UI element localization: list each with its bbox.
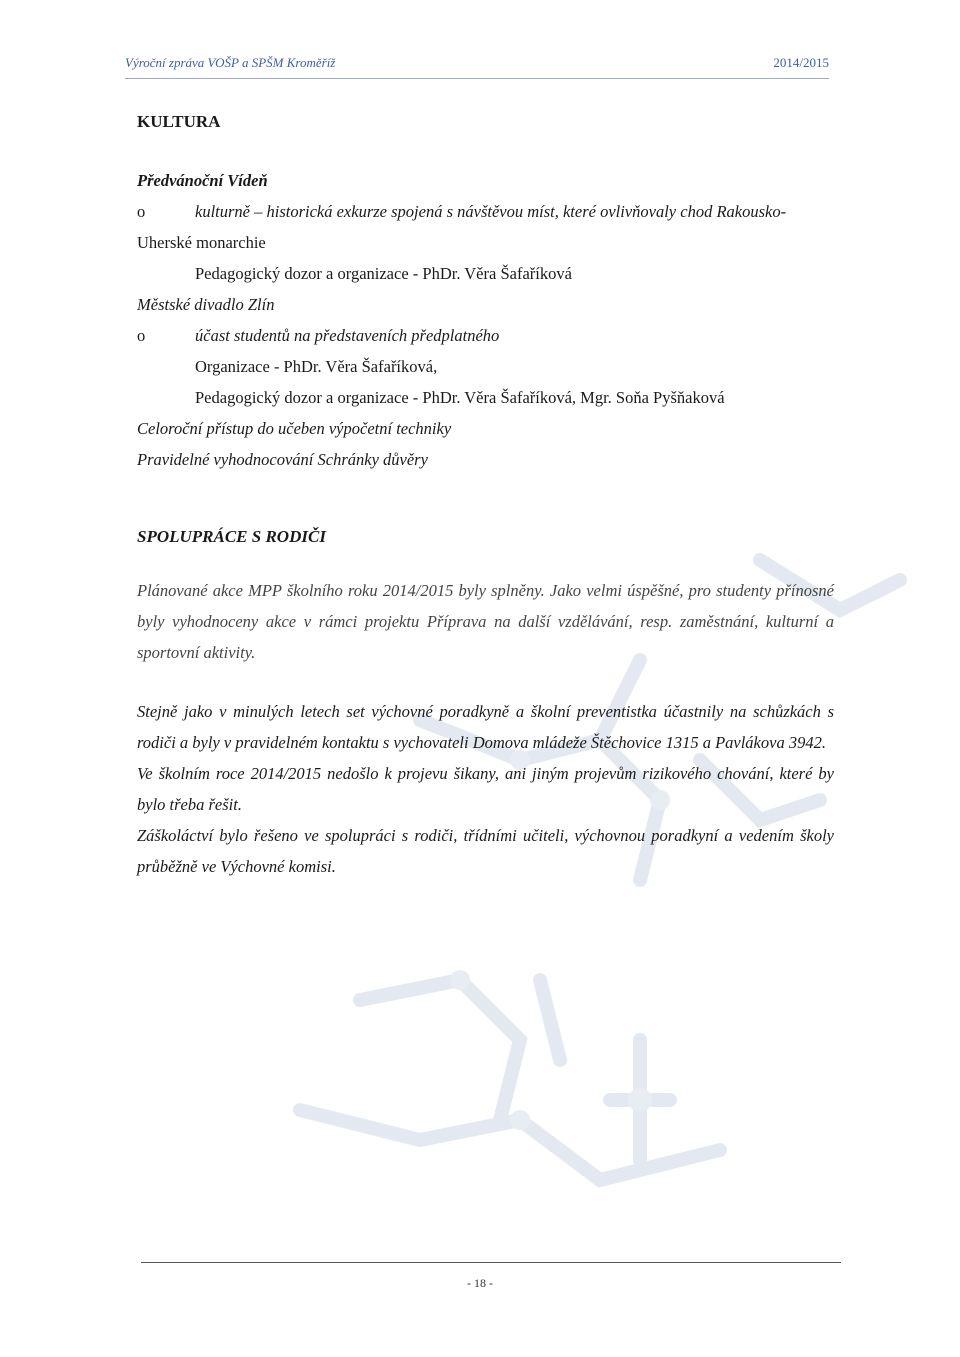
event-title-theatre: Městské divadlo Zlín [137, 295, 275, 314]
bullet-marker: o [137, 202, 146, 221]
header-title: Výroční zpráva VOŠP a SPŠM Kroměříž [125, 55, 336, 70]
paragraph-meetings: Stejně jako v minulých letech set výchovné poradkyně a školní preventistka účastnily na schůzkách s rodiči a byly v pravidelném kontaktu s vychovateli Domova mládeže Štěchovice 1315 a Pavlákova 3942. [137, 702, 834, 752]
supervision-line: Pedagogický dozor a organizace - PhDr. Věra Šafaříková, Mgr. Soňa Pyšňaková [195, 388, 725, 407]
header-year: 2014/2015 [773, 55, 829, 70]
bullet-text: účast studentů na představeních předplatného [195, 326, 500, 345]
footer-rule [141, 1262, 841, 1263]
bullet-continuation: Uherské monarchie [137, 233, 266, 252]
paragraph-bullying: Ve školním roce 2014/2015 nedošlo k projevu šikany, ani jiným projevům rizikového chování, které by bylo třeba řešit. [137, 764, 834, 814]
section-heading-parents: SPOLUPRÁCE S RODIČI [137, 527, 326, 546]
paragraph-truancy: Záškoláctví bylo řešeno ve spolupráci s rodiči, třídními učiteli, výchovnou poradkyní a vedením školy průběžně ve Výchovné komisi. [137, 826, 834, 876]
main-content [137, 112, 837, 882]
organization-line: Organizace - PhDr. Věra Šafaříková, [195, 357, 438, 376]
event-title-vienna: Předvánoční Vídeň [137, 171, 268, 190]
page-number: - 18 - [467, 1276, 493, 1290]
supervision-line: Pedagogický dozor a organizace - PhDr. Věra Šafaříková [195, 264, 572, 283]
bullet-item [137, 320, 837, 351]
bullet-item [137, 196, 837, 227]
running-header [125, 55, 829, 79]
bullet-text: kulturně – historická exkurze spojená s návštěvou míst, které ovlivňovaly chod Rakousko- [195, 202, 787, 221]
paragraph-plans: Plánované akce MPP školního roku 2014/2015 byly splněny. Jako velmi úspěšné, pro studenty přínosné byly vyhodnoceny akce v rámci projektu Příprava na další vzdělávání, resp. zaměstnání, kulturní a sportovní aktivity. [137, 581, 834, 662]
computer-access-item: Celoroční přístup do učeben výpočetní techniky [137, 419, 452, 438]
section-heading-kultura: KULTURA [137, 112, 221, 131]
trust-box-item: Pravidelné vyhodnocování Schránky důvěry [137, 450, 428, 469]
bullet-marker: o [137, 326, 146, 345]
